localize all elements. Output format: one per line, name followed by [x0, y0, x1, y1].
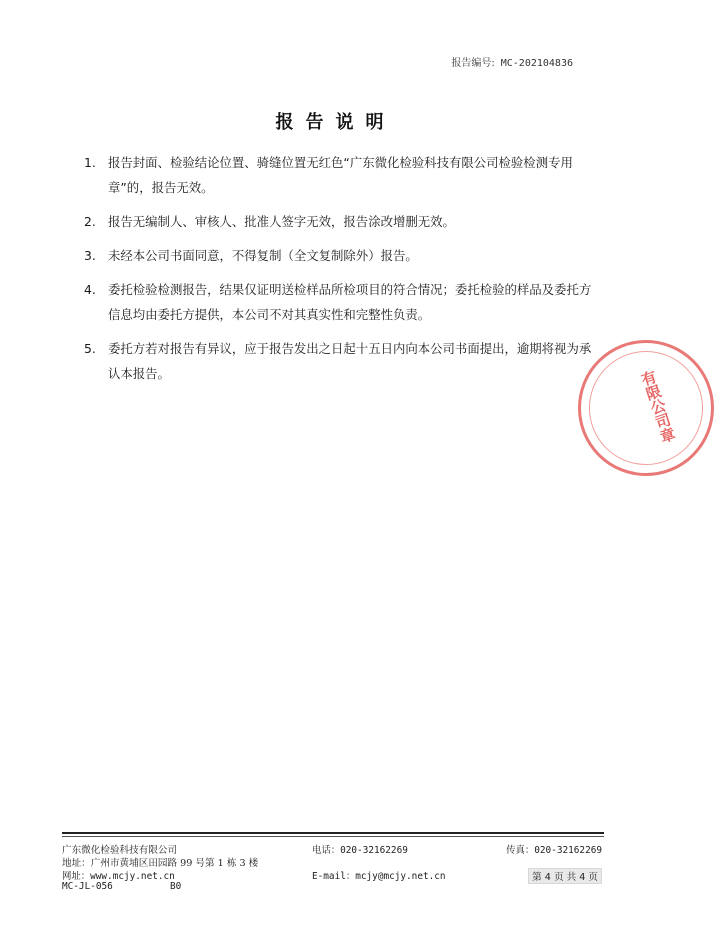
footer-divider-thin — [62, 836, 604, 837]
footer-website: 网址：www.mcjy.net.cn — [62, 871, 175, 882]
clause-number: 4. — [84, 282, 96, 297]
footer-email: E-mail：mcjy@mcjy.net.cn — [312, 871, 446, 882]
clause-item — [84, 243, 592, 268]
clause-number: 3. — [84, 248, 96, 263]
clause-number: 1. — [84, 155, 96, 170]
seal-text: 有限公司章 — [637, 368, 678, 446]
page-title: 报告说明 — [275, 112, 396, 133]
footer-row — [62, 881, 604, 895]
clause-number: 2. — [84, 214, 96, 229]
report-number-value: MC-202104836 — [500, 58, 573, 69]
footer-company: 广东微化检验科技有限公司 — [62, 845, 178, 856]
footer-divider-thick — [62, 832, 604, 834]
company-seal-stamp — [578, 340, 714, 476]
footer-phone: 电话：020-32162269 — [312, 845, 408, 856]
clause-item — [84, 336, 592, 386]
clause-item — [84, 277, 592, 327]
clause-list — [84, 150, 592, 395]
footer-fax: 传真：020-32162269 — [506, 845, 602, 856]
clause-text: 未经本公司书面同意，不得复制（全文复制除外）报告。 — [108, 248, 418, 263]
report-number — [451, 54, 573, 69]
clause-item — [84, 150, 592, 200]
clause-text: 报告封面、检验结论位置、骑缝位置无红色“广东微化检验科技有限公司检验检测专用章”的，报告无效。 — [108, 155, 573, 195]
clause-text: 委托检验检测报告，结果仅证明送检样品所检项目的符合情况；委托检验的样品及委托方信息均由委托方提供，本公司不对其真实性和完整性负责。 — [108, 282, 592, 322]
footer-address: 地址：广州市黄埔区田园路 99 号第 1 栋 3 楼 — [62, 858, 259, 869]
clause-number: 5. — [84, 341, 96, 356]
footer-row — [62, 868, 604, 882]
clause-text: 委托方若对报告有异议，应于报告发出之日起十五日内向本公司书面提出，逾期将视为承认本报告。 — [108, 341, 592, 381]
clause-text: 报告无编制人、审核人、批准人签字无效，报告涂改增删无效。 — [108, 214, 455, 229]
footer-page-indicator: 第 4 页 共 4 页 — [528, 868, 602, 884]
clause-item — [84, 209, 592, 234]
footer-row — [62, 842, 604, 856]
footer-row — [62, 855, 604, 869]
report-number-label: 报告编号: — [451, 58, 495, 69]
footer-version: B0 — [170, 881, 182, 892]
footer-form-code: MC-JL-056 — [62, 881, 113, 892]
